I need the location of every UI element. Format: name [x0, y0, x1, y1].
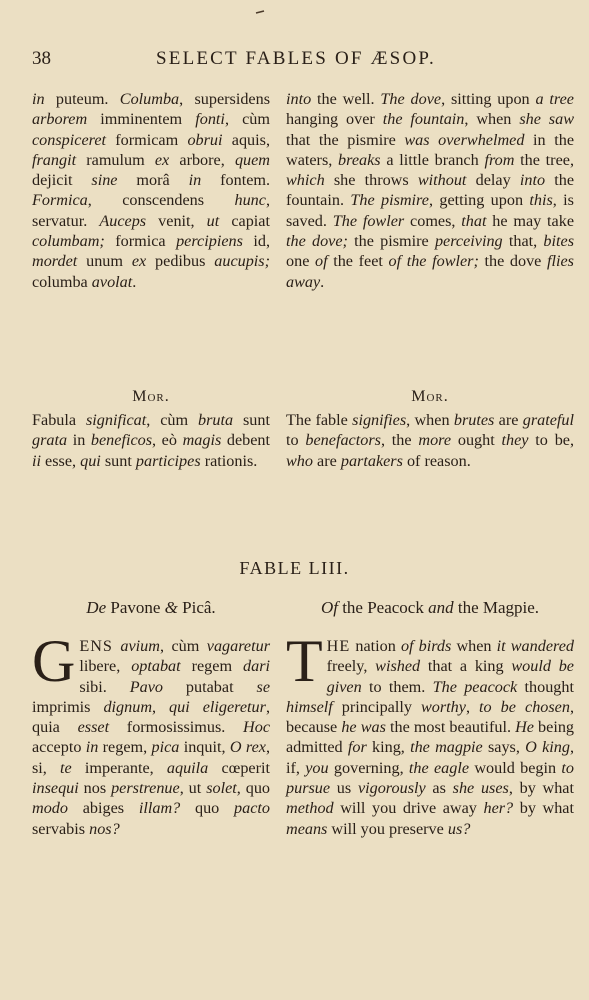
- moral-heading-latin: Mor.: [132, 388, 170, 405]
- ink-mark: [255, 10, 265, 14]
- page-header: [32, 48, 553, 74]
- running-title: SELECT FABLES OF ÆSOP.: [156, 48, 436, 69]
- fable-english-text: nation of birds when it wandered freely, wished that a king would be given to them. The peacock thought himself principally worthy, to be chosen, because he was the most beautiful. He being admitted for king, the magpie says, O king, if, you governing, the eagle would begin to pursue us vigorously as she uses, by what method will you drive away her? by what means will you preserve us?: [286, 637, 575, 838]
- fable-english-paragraph: [286, 628, 575, 839]
- page-number: 38: [32, 48, 51, 69]
- moral-latin: [32, 410, 270, 471]
- subtitle-english: Of the Peacock and the Magpie.: [320, 598, 540, 617]
- moral-latin-text: Fabula significat, cùm bruta sunt grata in beneficos, eò magis debent ii esse, qui sunt participes rationis.: [32, 411, 270, 470]
- drop-cap-english: T: [286, 628, 323, 694]
- latin-text-top: [32, 89, 270, 292]
- drop-cap-latin: G: [32, 628, 76, 694]
- moral-english: [286, 410, 574, 471]
- lead-word-latin: ENS: [79, 637, 113, 655]
- english-paragraph: into the well. The dove, sitting upon a tree hanging over the fountain, when she saw that the pismire was overwhelmed in the waters, breaks a little branch from the tree, which she throws without delay into the fountain. The pismire, getting upon this, is saved. The fowler comes, that he may take the dove; the pismire perceiving that, bites one of the feet of the fowler; the dove flies away.: [286, 90, 575, 291]
- fable-latin-paragraph: [32, 628, 271, 839]
- english-text-top: [286, 89, 574, 292]
- fable-latin-body: [32, 628, 271, 839]
- moral-heading-english: Mor.: [411, 388, 449, 405]
- fable-latin-text: avium, cùm vagaretur libere, optabat regem dari sibi. Pavo putabat se imprimis dignum, qui eligeretur, quia esset formosissimus. Hoc accepto in regem, pica inquit, O rex, si, te imperante, aquila cœperit insequi nos perstrenue, ut solet, quo modo abiges illam? quo pacto servabis nos?: [32, 637, 271, 838]
- fable-english-body: [286, 628, 575, 839]
- latin-paragraph: in puteum. Columba, supersidens arborem imminentem fonti, cùm conspiceret formicam obrui aquis, frangit ramulum ex arbore, quem dejicit sine morâ in fontem. Formica, conscendens hunc, servatur. Auceps venit, ut capiat columbam; formica percipiens id, mordet unum ex pedibus aucupis; columba avolat.: [32, 90, 271, 291]
- lead-word-english: HE: [326, 637, 351, 655]
- moral-english-text: The fable signifies, when brutes are grateful to benefactors, the more ought they to be, who are partakers of reason.: [286, 411, 575, 470]
- subtitle-latin: De Pavone & Picâ.: [86, 598, 216, 617]
- fable-title: FABLE LIII.: [239, 558, 350, 578]
